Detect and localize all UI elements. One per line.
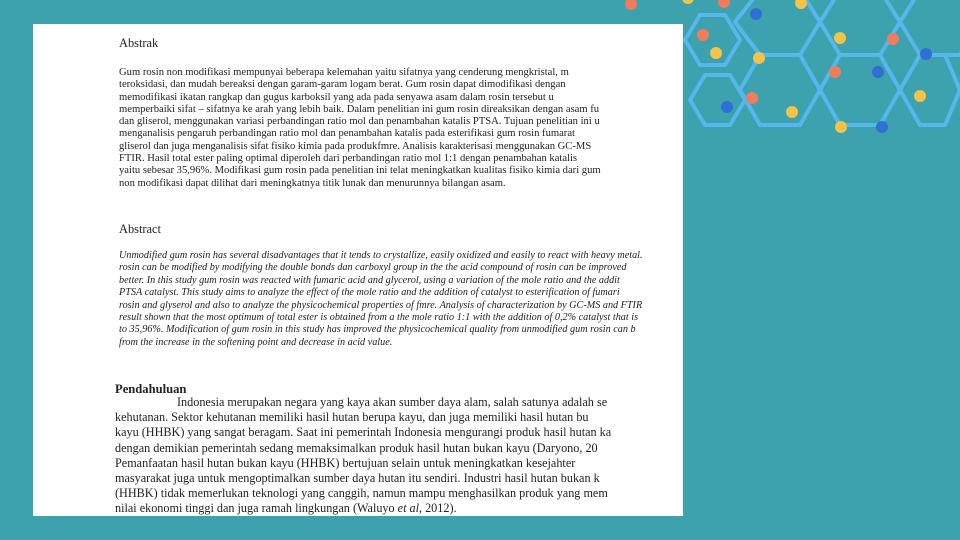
hexagon-shape [820, 55, 900, 125]
abstrak-paragraph [119, 67, 683, 190]
molecule-dot [750, 8, 762, 20]
hexagon-shape [740, 55, 820, 125]
text-line: rosin can be modified by modifying the double bonds dan carboxyl group in the the acid compound of rosin can be improved [119, 262, 627, 274]
text-line: (HHBK) tidak memerlukan teknologi yang canggih, namun mampu menghasilkan produk yang mem [115, 486, 608, 501]
hexagon-shape [900, 0, 960, 55]
text-line: kayu (HHBK) yang sangat beragam. Saat ini pemerintah Indonesia mengurangi produk hasil hutan ka [115, 425, 612, 440]
hexagon-shape [690, 75, 745, 125]
text-line: to 35,96%. Modification of gum rosin in this study has improved the physicochemical quality from unmodified gum rosin can b [119, 324, 636, 336]
text-line: Gum rosin non modifikasi mempunyai beberapa kelemahan yaitu sifatnya yang cenderung mengkristal, m [119, 67, 569, 78]
molecule-dot [876, 121, 888, 133]
molecule-dot [710, 47, 722, 59]
citation-et-al: et al [397, 501, 419, 516]
text-line: dengan demikian pemerintah sedang memaksimalkan produk hasil hutan bukan kayu (Daryono, 20 [115, 440, 598, 455]
hexagon-shape [820, 0, 900, 55]
text-line: masyarakat juga untuk mengoptimalkan sumber daya hutan itu sendiri. Industri hasil hutan bukan k [115, 470, 600, 485]
molecule-dot [795, 0, 807, 9]
text-line: better. In this study gum rosin was reacted with fumaric acid and glycerol, using a variation of the mole ratio and the addit [119, 274, 620, 286]
molecule-dot [835, 121, 847, 133]
citation-text: nilai ekonomi tinggi dan juga ramah lingkungan (Waluyo [115, 501, 398, 516]
text-line: kehutanan. Sektor kehutanan memiliki hasil hutan berupa kayu, dan juga memiliki hasil hutan bu [115, 410, 589, 425]
molecule-dot [834, 32, 846, 44]
molecule-dot [829, 66, 841, 78]
molecule-dot [718, 0, 730, 8]
text-line: non modifikasi dapat dilihat dari meningkatnya titik lunak dan menurunnya bilangan asam. [119, 177, 506, 189]
text-line: rosin and glyserol and also to analyze the physicochemical properties of fmre. Analysis of characterization by GC-MS and FTIR [119, 299, 643, 311]
pendahuluan-paragraph [115, 395, 683, 516]
molecule-dot [914, 90, 926, 102]
hexagon-shape [900, 55, 960, 125]
abstrak-heading: Abstrak [119, 36, 159, 50]
molecule-dot [872, 66, 884, 78]
text-line: FTIR. Hasil total ester paling optimal diperoleh dari perbandingan ratio mol 1:1 dengan penambahan katalis [119, 153, 578, 165]
molecule-dot [697, 29, 709, 41]
abstract-heading: Abstract [119, 222, 161, 236]
text-line-last [115, 501, 683, 516]
text-line: from the increase in the softening point and decrease in acid value. [119, 336, 393, 348]
text-line: yaitu sebesar 35,96%. Modifikasi gum rosin pada penelitian ini telat meningkatkan kualitas fisiko kimia dari gum [119, 165, 601, 177]
molecule-dot [786, 106, 798, 118]
abstract-paragraph [119, 250, 683, 349]
text-line: memodifikasi ikatan rangkap dan gugus karboksil yang ada pada senyawa asam dalam rosin tersebut u [119, 91, 554, 103]
pendahuluan-heading: Pendahuluan [115, 382, 187, 396]
text-line: menganalisis pengaruh perbandingan ratio mol dan penambahan katalis pada esterifikasi gum rosin fumarat [119, 128, 575, 140]
text-line: Pemanfaatan hasil hutan bukan kayu (HHBK) bertujuan selain untuk meningkatkan kesejahter [115, 455, 576, 470]
document-page [33, 24, 683, 516]
molecule-dot [746, 92, 758, 104]
molecule-dot [625, 0, 637, 10]
text-line: gliserol dan juga menganalisis sifat fisiko kimia pada produkfmre. Analisis karakterisasi menggunakan GC-MS [119, 140, 592, 152]
molecule-dot [721, 101, 733, 113]
text-line: PTSA catalyst. This study aims to analyze the effect of the mole ratio and the addition of catalyst to esterification of fumari [119, 287, 620, 299]
molecule-dot [920, 48, 932, 60]
text-line: result shown that the most optimum of total ester is obtained from a the mole ratio 1:1 with the addition of 0,2% catalyst that is [119, 311, 639, 323]
text-line: teroksidasi, dan mudah bereaksi dengan garam-garam logam berat. Gum rosin dapat dimodifikasi dengan [119, 79, 566, 91]
molecule-dot [682, 0, 694, 4]
molecule-dot [887, 33, 899, 45]
text-line: Unmodified gum rosin has several disadvantages that it tends to crystallize, easily oxidized and easily to react with heavy metal. [119, 250, 643, 261]
hexagon-shape [735, 0, 820, 55]
text-line: memperbaiki sifat – sifatnya ke arah yang lebih baik. Dalam penelitian ini gum rosin direaksikan dengan asam fu [119, 103, 600, 115]
text-line: Indonesia merupakan negara yang kaya akan sumber daya alam, salah satunya adalah se [177, 395, 608, 409]
citation-year: , 2012). [418, 501, 457, 516]
text-line: dan gliserol, menggunakan variasi perbandingan ratio mol dan penambahan katalis PTSA. Tujuan penelitian ini u [119, 116, 600, 128]
molecule-dot [753, 52, 765, 64]
